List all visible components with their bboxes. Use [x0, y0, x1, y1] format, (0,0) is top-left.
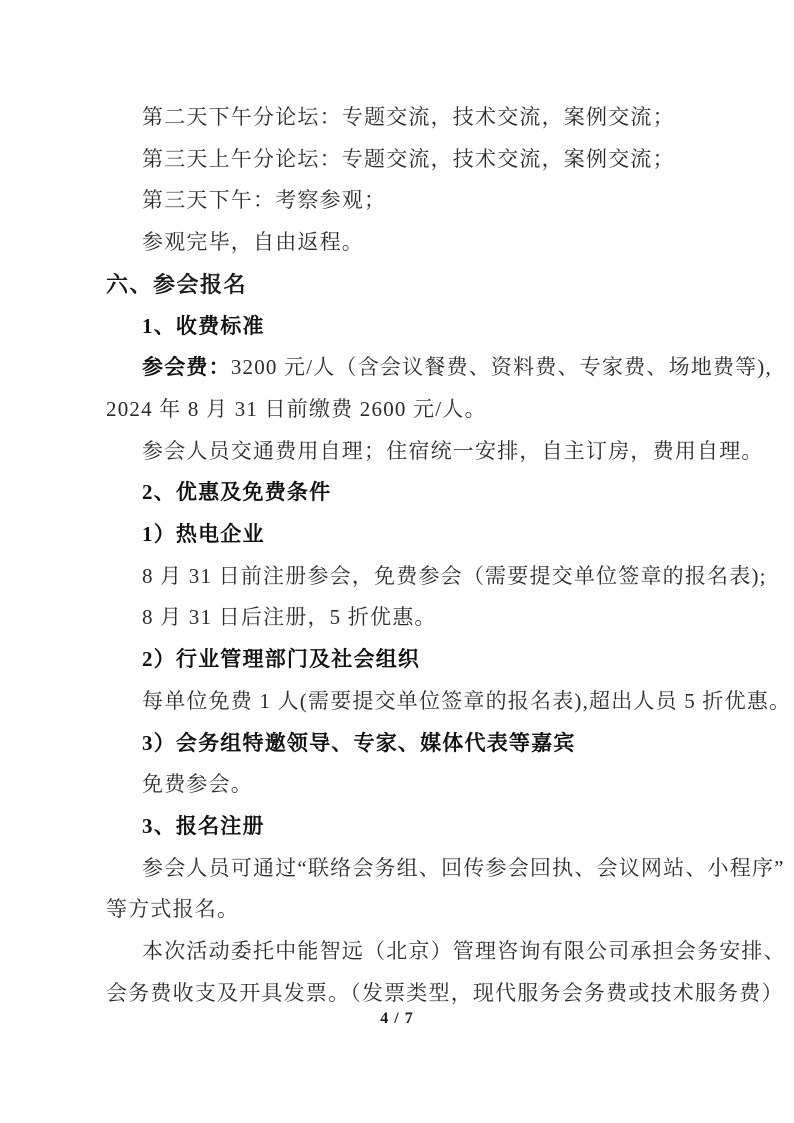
paragraph-agenda-return: 参观完毕，自由返程。	[142, 230, 364, 255]
fee-detail: 3200 元/人（含会议餐费、资料费、专家费、场地费等),	[230, 355, 772, 380]
subsection-heading-industry-orgs: 2）行业管理部门及社会组织	[142, 647, 421, 672]
section-heading-registration: 六、参会报名	[106, 271, 248, 297]
subsection-heading-fee-standard: 1、收费标准	[142, 313, 265, 338]
paragraph-agenda-day2-pm: 第二天下午分论坛：专题交流，技术交流，案例交流；	[142, 105, 675, 129]
paragraph-register-after: 8 月 31 日后注册，5 折优惠。	[142, 605, 437, 630]
subsection-heading-invited-guests: 3）会务组特邀领导、专家、媒体代表等嘉宾	[142, 730, 576, 755]
paragraph-signup-methods-line2: 等方式报名。	[106, 897, 240, 922]
fee-label: 参会费：	[142, 355, 231, 380]
paragraph-travel-lodging: 参会人员交通费用自理；住宿统一安排，自主订房，费用自理。	[142, 438, 764, 463]
paragraph-free-attendance: 免费参会。	[142, 772, 253, 797]
subsection-heading-signup: 3、报名注册	[142, 813, 265, 838]
subsection-heading-thermal-enterprises: 1）热电企业	[142, 522, 265, 547]
subsection-heading-discounts: 2、优惠及免费条件	[142, 480, 332, 505]
paragraph-agenda-day3-am: 第三天上午分论坛：专题交流，技术交流，案例交流；	[142, 146, 675, 171]
paragraph-entrusted-company-line1: 本次活动委托中能智远（北京）管理咨询有限公司承担会务安排、	[142, 939, 786, 964]
paragraph-fee-line1	[106, 347, 772, 389]
paragraph-signup-methods-line1: 参会人员可通过“联络会务组、回传参会回执、会议网站、小程序”	[142, 855, 785, 880]
page-number: 4 / 7	[380, 1010, 414, 1027]
paragraph-free-per-unit: 每单位免费 1 人(需要提交单位签章的报名表),超出人员 5 折优惠。	[142, 688, 792, 713]
paragraph-entrusted-company-line2: 会务费收支及开具发票。（发票类型，现代服务会务费或技术服务费）	[106, 980, 784, 1005]
paragraph-agenda-day3-pm: 第三天下午：考察参观；	[142, 188, 387, 213]
document-body	[106, 97, 792, 1014]
paragraph-register-before: 8 月 31 日前注册参会，免费参会（需要提交单位签章的报名表);	[142, 563, 767, 588]
paragraph-fee-line2: 2024 年 8 月 31 日前缴费 2600 元/人。	[106, 396, 487, 421]
